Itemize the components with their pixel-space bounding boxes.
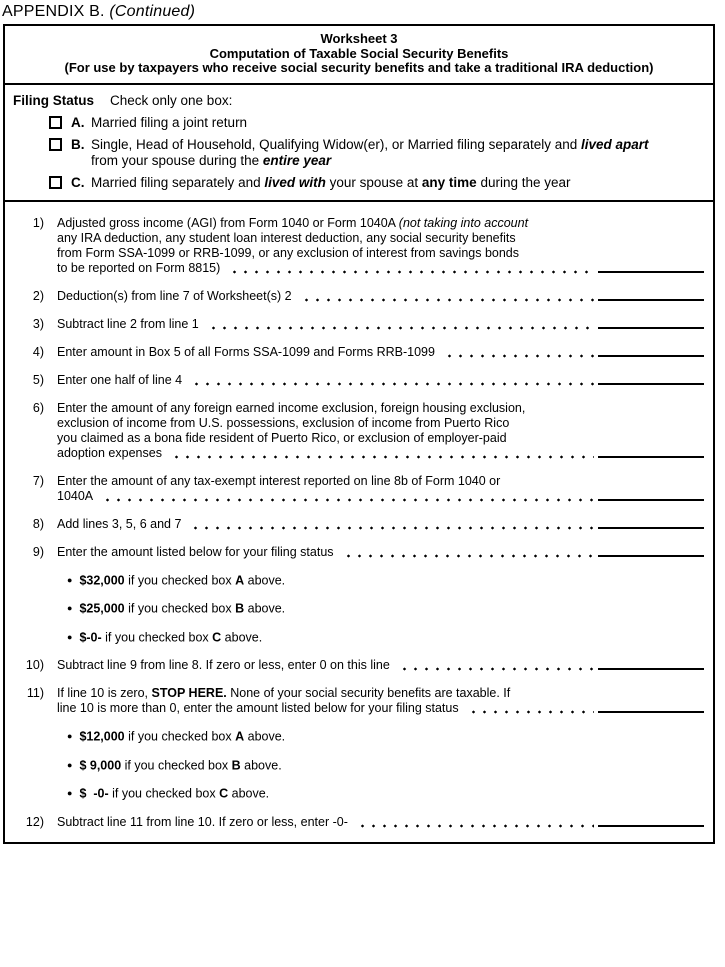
bullet-amount: $32,000 [79,573,125,587]
option-c-post: during the year [476,174,571,190]
line-3-number: 3) [32,316,44,331]
filing-status-header [13,93,703,109]
answer-line-1[interactable] [598,271,704,273]
dot-leader [468,710,594,714]
line-11-bullet-c [13,786,704,802]
bullet-text: above. [244,601,286,616]
worksheet-line-9 [13,545,704,560]
answer-line-9[interactable] [598,555,704,557]
bullet-amount: $12,000 [79,729,125,744]
checkbox-a[interactable] [49,116,62,129]
bullet-text: above. [244,729,286,744]
option-c-emphasis-1: lived with [264,174,326,190]
worksheet-line-3 [13,317,704,332]
option-c-emphasis-2: any time [421,174,477,190]
bullet-box-letter: A [235,729,245,744]
line-5-number: 5) [32,372,44,387]
answer-line-5[interactable] [598,383,704,385]
line-4-number: 4) [32,344,44,359]
dot-leader [190,526,594,530]
line-6-row2: exclusion of income from U.S. possessions, exclusion of income from Puerto Rico [57,415,510,430]
answer-line-10[interactable] [598,668,704,670]
line-6-row3: you claimed as a bona fide resident of Puerto Rico, or exclusion of employer-paid [57,430,507,445]
line-9-text: Enter the amount listed below for your filing status [57,544,334,559]
appendix-title [2,3,195,21]
answer-line-6[interactable] [598,456,704,458]
line-2-number: 2) [32,288,44,303]
worksheet-line-2 [13,289,704,304]
line-10-number: 10) [25,658,44,672]
appendix-label: APPENDIX B. [2,3,105,20]
line-7-text [57,474,596,504]
worksheet-line-12 [13,815,704,830]
line-1-row2: any IRA deduction, any student loan interest deduction, any social security benefits [57,230,516,245]
worksheet-number: Worksheet 3 [320,31,398,46]
bullet-icon: ● [67,788,73,798]
bullet-text: if you checked box [124,573,236,587]
line-7-row1: Enter the amount of any tax-exempt interest reported on line 8b of Form 1040 or [57,473,501,488]
option-c-text [91,175,571,191]
bullet-box-letter: B [231,758,241,772]
checkbox-b[interactable] [49,138,62,151]
line-11-row1-post: None of your social security benefits are taxable. If [226,686,511,700]
answer-line-4[interactable] [598,355,704,357]
line-6-row4: adoption expenses [57,445,162,460]
worksheet-subtitle: Computation of Taxable Social Security Benefits [209,45,509,61]
line-11-number: 11) [26,686,44,700]
line-12-text: Subtract line 11 from line 10. If zero or less, enter -0- [57,814,348,829]
bullet-box-letter: C [219,786,229,801]
line-10-text: Subtract line 9 from line 8. If zero or less, enter 0 on this line [57,658,390,672]
worksheet-line-11 [13,686,704,716]
dot-leader [102,498,594,502]
bullet-icon: ● [67,574,73,585]
line-3-text: Subtract line 2 from line 1 [57,316,199,331]
bullet-text: if you checked box [108,786,220,801]
dot-leader [208,326,594,330]
bullet-text: if you checked box [124,601,236,616]
line-1-row1-italic: (not taking into account [398,215,529,230]
bullet-box-letter: A [235,573,245,587]
bullet-icon: ● [67,631,73,642]
bullet-text: if you checked box [121,758,232,772]
option-c-mid: your spouse at [325,174,422,190]
option-a-text: Married filing a joint return [91,114,248,130]
bullet-text: above. [240,758,282,772]
line-1-text [57,216,596,276]
dot-leader [343,554,594,558]
option-c-pre: Married filing separately and [91,174,265,190]
dot-leader [444,354,594,358]
option-b-emphasis-1: lived apart [581,136,649,152]
line-11-bullet-a [13,729,704,745]
option-c-letter: C. [71,174,85,190]
stop-here-emphasis: STOP HERE. [151,686,227,700]
dot-leader [301,298,594,302]
line-1-row4: to be reported on Form 8815) [57,260,221,275]
line-7-row2: 1040A [57,488,94,503]
filing-option-c [13,175,703,191]
dot-leader [191,382,594,386]
line-4-text: Enter amount in Box 5 of all Forms SSA-1099 and Forms RRB-1099 [57,344,435,359]
bullet-amount: $ 9,000 [79,758,122,772]
bullet-text: above. [228,786,270,801]
option-b-text [91,137,649,169]
filing-option-a [13,115,703,131]
option-b-letter: B. [71,136,85,152]
bullet-amount: $-0- [79,630,102,644]
worksheet-line-8 [13,517,704,532]
dot-leader [357,824,594,828]
dot-leader [399,667,594,671]
bullet-box-letter: B [235,601,245,616]
line-9-number: 9) [32,544,44,559]
answer-line-12[interactable] [598,825,704,827]
bullet-text: if you checked box [101,630,213,644]
worksheet-line-4 [13,345,704,360]
worksheet-line-5 [13,373,704,388]
line-12-number: 12) [25,814,44,829]
answer-line-11[interactable] [598,711,704,713]
line-9-bullet-b [13,601,704,617]
line-6-text [57,401,596,461]
line-9-bullet-c [13,630,704,646]
filing-status-label: Filing Status [13,92,94,108]
line-11-text [57,686,596,716]
bullet-amount: $25,000 [79,601,125,616]
worksheet-title-section [5,26,713,85]
line-11-bullet-b [13,758,704,774]
filing-status-instruction: Check only one box: [110,92,233,108]
dot-leader [171,455,594,459]
bullet-box-letter: C [212,630,222,644]
line-8-text: Add lines 3, 5, 6 and 7 [57,516,182,531]
line-5-text: Enter one half of line 4 [57,372,183,387]
line-2-text: Deduction(s) from line 7 of Worksheet(s) 2 [57,288,292,303]
line-7-number: 7) [32,473,44,488]
line-11-row2: line 10 is more than 0, enter the amount listed below for your filing status [57,701,459,715]
worksheet-box [3,24,715,844]
line-1-row1: Adjusted gross income (AGI) from Form 1040 or Form 1040A [57,215,399,230]
appendix-continued-label: (Continued) [109,3,196,20]
worksheet-note: (For use by taxpayers who receive social security benefits and take a traditional IRA deduction) [64,60,654,75]
line-1-number: 1) [32,215,44,230]
bullet-amount: $ -0- [79,786,109,801]
option-b-line2: from your spouse during the [91,152,263,168]
answer-line-2[interactable] [598,299,704,301]
bullet-text: above. [244,573,286,587]
bullet-text: above. [221,630,263,644]
worksheet-line-1 [13,216,704,276]
option-b-emphasis-2: entire year [262,152,332,168]
bullet-icon: ● [67,731,73,741]
checkbox-c[interactable] [49,176,62,189]
line-6-row1: Enter the amount of any foreign earned income exclusion, foreign housing exclusion, [57,400,526,415]
worksheet-line-6 [13,401,704,461]
worksheet-lines-section [5,202,713,842]
line-9-bullet-a [13,573,704,589]
line-1-row3: from Form SSA-1099 or RRB-1099, or any exclusion of interest from savings bonds [57,245,520,260]
line-11-row1-pre: If line 10 is zero, [57,686,152,700]
answer-line-8[interactable] [598,527,704,529]
option-a-letter: A. [71,114,85,130]
option-b-line1: Single, Head of Household, Qualifying Widow(er), or Married filing separately and [91,136,581,152]
bullet-text: if you checked box [124,729,236,744]
dot-leader [229,270,594,274]
answer-line-7[interactable] [598,499,704,501]
worksheet-line-10 [13,658,704,673]
filing-option-b [13,137,703,169]
line-6-number: 6) [32,400,44,415]
bullet-icon: ● [67,759,73,770]
line-8-number: 8) [32,516,44,531]
filing-status-section [5,85,713,202]
worksheet-line-7 [13,474,704,504]
bullet-icon: ● [67,603,73,613]
answer-line-3[interactable] [598,327,704,329]
